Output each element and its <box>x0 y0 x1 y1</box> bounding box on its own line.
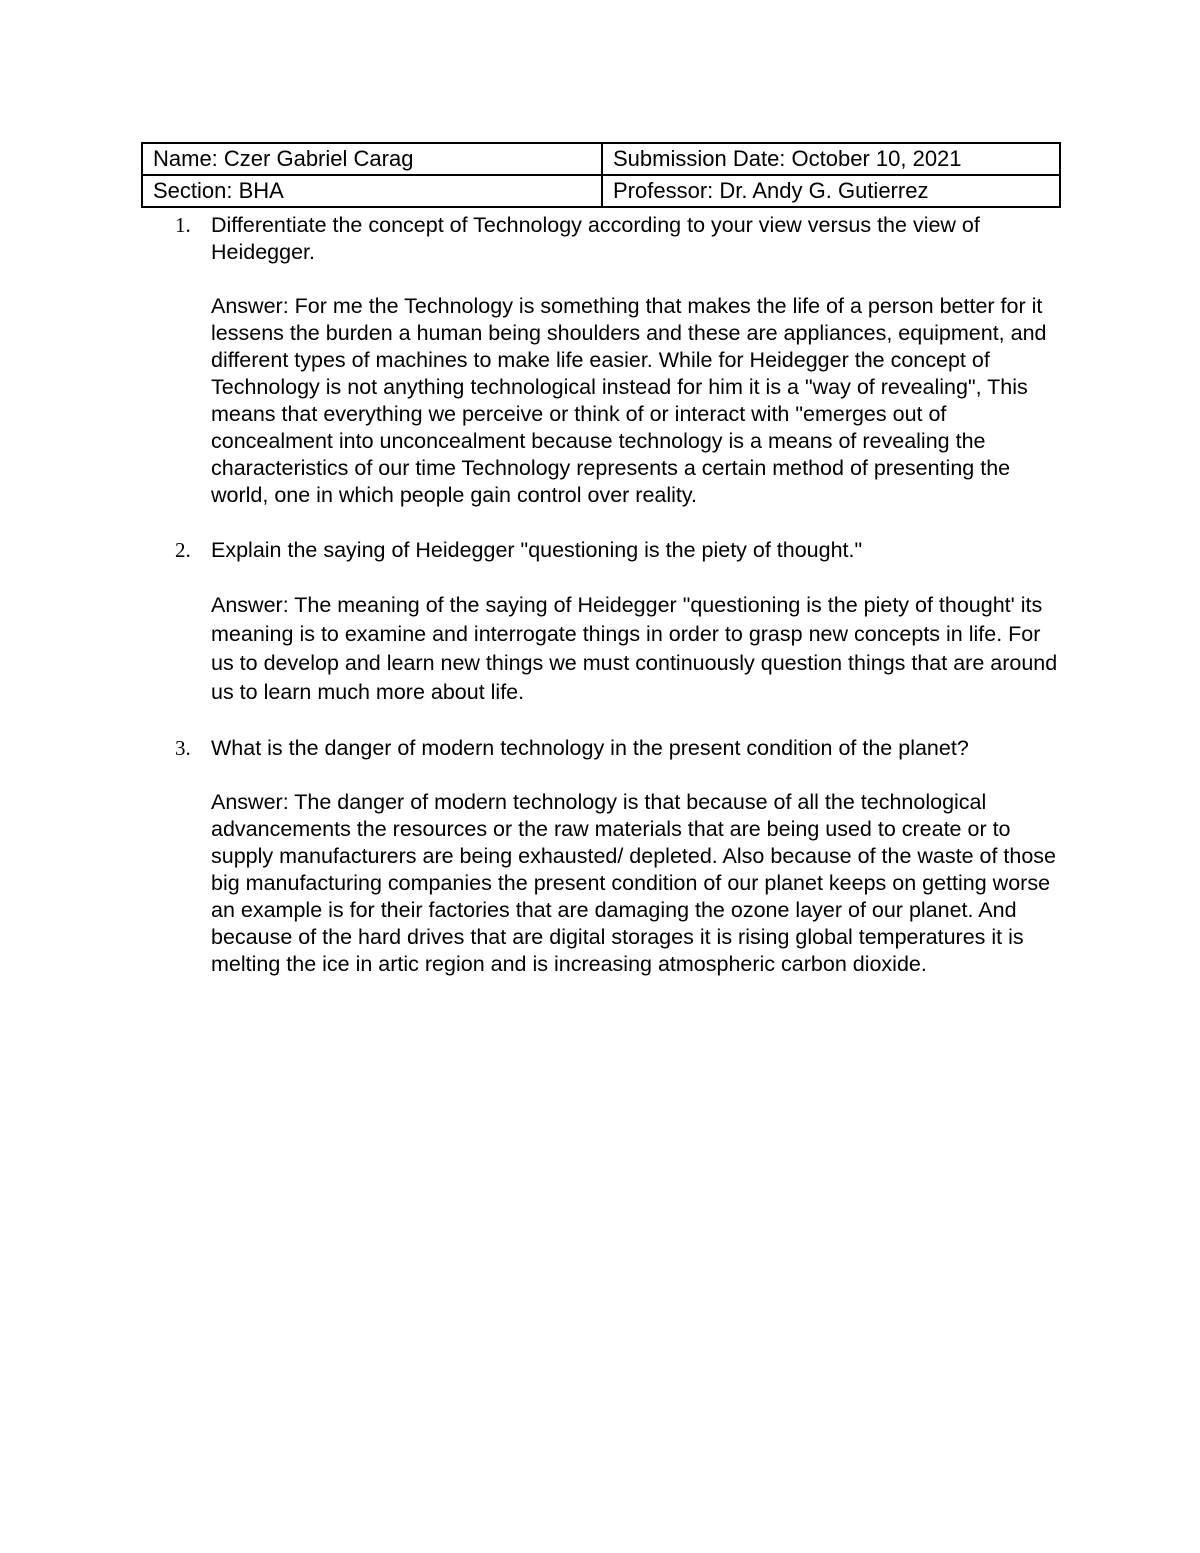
question-number: 3. <box>175 736 191 760</box>
info-row <box>142 143 1060 175</box>
question-text: What is the danger of modern technology in the present condition of the planet? <box>211 736 969 760</box>
question-text: Differentiate the concept of Technology according to your view versus the view of Heidegger. <box>211 213 980 264</box>
question-number: 1. <box>175 213 191 237</box>
answer-text: Answer: The danger of modern technology is that because of all the technological advancements the resources or the raw materials that are being used to create or to supply manufacturers are being exhausted/ depleted. Also because of the waste of those big manufacturing companies the present condition of our planet keeps on getting worse an example is for their factories that are damaging the ozone layer of our planet. And because of the hard drives that are digital storages it is rising global temperatures it is melting the ice in artic region and is increasing atmospheric carbon dioxide. <box>211 790 1057 976</box>
section-cell: Section: BHA <box>142 175 602 207</box>
professor-cell: Professor: Dr. Andy G. Gutierrez <box>602 175 1060 207</box>
question-number: 2. <box>175 538 191 562</box>
question-item-2 <box>141 537 1061 707</box>
info-row <box>142 175 1060 207</box>
question-text: Explain the saying of Heidegger "questioning is the piety of thought." <box>211 538 863 562</box>
answer-text: Answer: The meaning of the saying of Heidegger "questioning is the piety of thought' its meaning is to examine and interrogate things in order to grasp new concepts in life. For us to develop and learn new things we must continuously question things that are around us to learn much more about life. <box>211 593 1058 704</box>
student-name-cell: Name: Czer Gabriel Carag <box>142 143 602 175</box>
student-info-table <box>141 142 1061 208</box>
question-list <box>141 212 1061 1006</box>
answer-text: Answer: For me the Technology is something that makes the life of a person better for it lessens the burden a human being shoulders and these are appliances, equipment, and different types of machines to make life easier. While for Heidegger the concept of Technology is not anything technological instead for him it is a "way of revealing", This means that everything we perceive or think of or interact with "emerges out of concealment into unconcealment because technology is a means of revealing the characteristics of our time Technology represents a certain method of presenting the world, one in which people gain control over reality. <box>211 294 1047 507</box>
submission-date-cell: Submission Date: October 10, 2021 <box>602 143 1060 175</box>
question-item-1 <box>141 212 1061 509</box>
question-item-3 <box>141 735 1061 978</box>
